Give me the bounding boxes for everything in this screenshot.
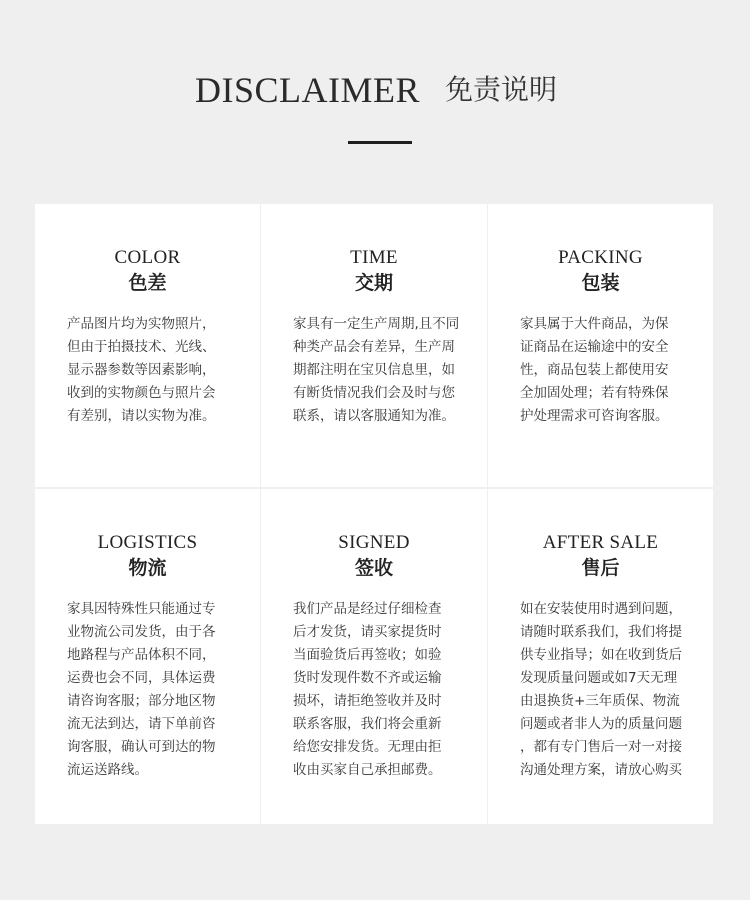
card-logistics	[35, 489, 260, 824]
page-title-english: DISCLAIMER	[195, 70, 421, 110]
card-title-english: TIME	[350, 247, 398, 268]
card-title-english: PACKING	[558, 247, 643, 268]
card-time	[261, 204, 487, 487]
card-body-text: 如在安装使用时遇到问题， 请随时联系我们，我们将提 供专业指导；如在收到货后 发现质量问题或如7天无理 由退换货+三年质保、物流 问题或者非人为的质量问题 ，都有专门售后一对一对接 沟通处理方案，请放心购买	[520, 601, 682, 778]
card-title-english: SIGNED	[338, 532, 410, 553]
card-title-english: LOGISTICS	[97, 532, 198, 553]
card-after-sale	[488, 489, 713, 824]
card-body-text: 家具属于大件商品，为保 证商品在运输途中的安全 性，商品包装上都使用安 全加固处理；若有特殊保 护处理需求可咨询客服。	[520, 316, 669, 424]
card-color	[35, 204, 260, 487]
card-body-text: 我们产品是经过仔细检查 后才发货，请买家提货时 当面验货后再签收；如验 货时发现件数不齐或运输 损坏，请拒绝签收并及时 联系客服，我们将会重新 给您安排发货。无理由拒 收由买家自己承担邮费。	[293, 601, 442, 778]
card-body-text: 家具因特殊性只能通过专 业物流公司发货，由于各 地路程与产品体积不同， 运费也会不同，具体运费 请咨询客服；部分地区物 流无法到达，请下单前咨 询客服，确认可到达的物 流运送路线。	[67, 601, 216, 778]
card-title-chinese: 色差	[128, 272, 167, 294]
card-title-chinese: 售后	[581, 557, 620, 579]
card-title-chinese: 签收	[354, 557, 393, 579]
page-title-chinese: 免责说明	[445, 73, 558, 106]
card-signed	[261, 489, 487, 824]
card-title-english: COLOR	[114, 247, 181, 268]
card-packing	[488, 204, 713, 487]
card-body-text: 产品图片均为实物照片， 但由于拍摄技术、光线、 显示器参数等因素影响， 收到的实物颜色与照片会 有差别，请以实物为准。	[67, 316, 216, 424]
disclaimer-grid	[35, 204, 713, 824]
card-title-chinese: 包装	[581, 272, 620, 294]
card-title-chinese: 交期	[354, 272, 393, 294]
card-body-text: 家具有一定生产周期,且不同 种类产品会有差异，生产周 期都注明在宝贝信息里，如 有断货情况我们会及时与您 联系，请以客服通知为准。	[293, 316, 460, 424]
card-title-chinese: 物流	[128, 557, 167, 579]
title-divider	[348, 141, 412, 144]
page-header	[0, 0, 750, 200]
card-title-english: AFTER SALE	[542, 532, 659, 553]
